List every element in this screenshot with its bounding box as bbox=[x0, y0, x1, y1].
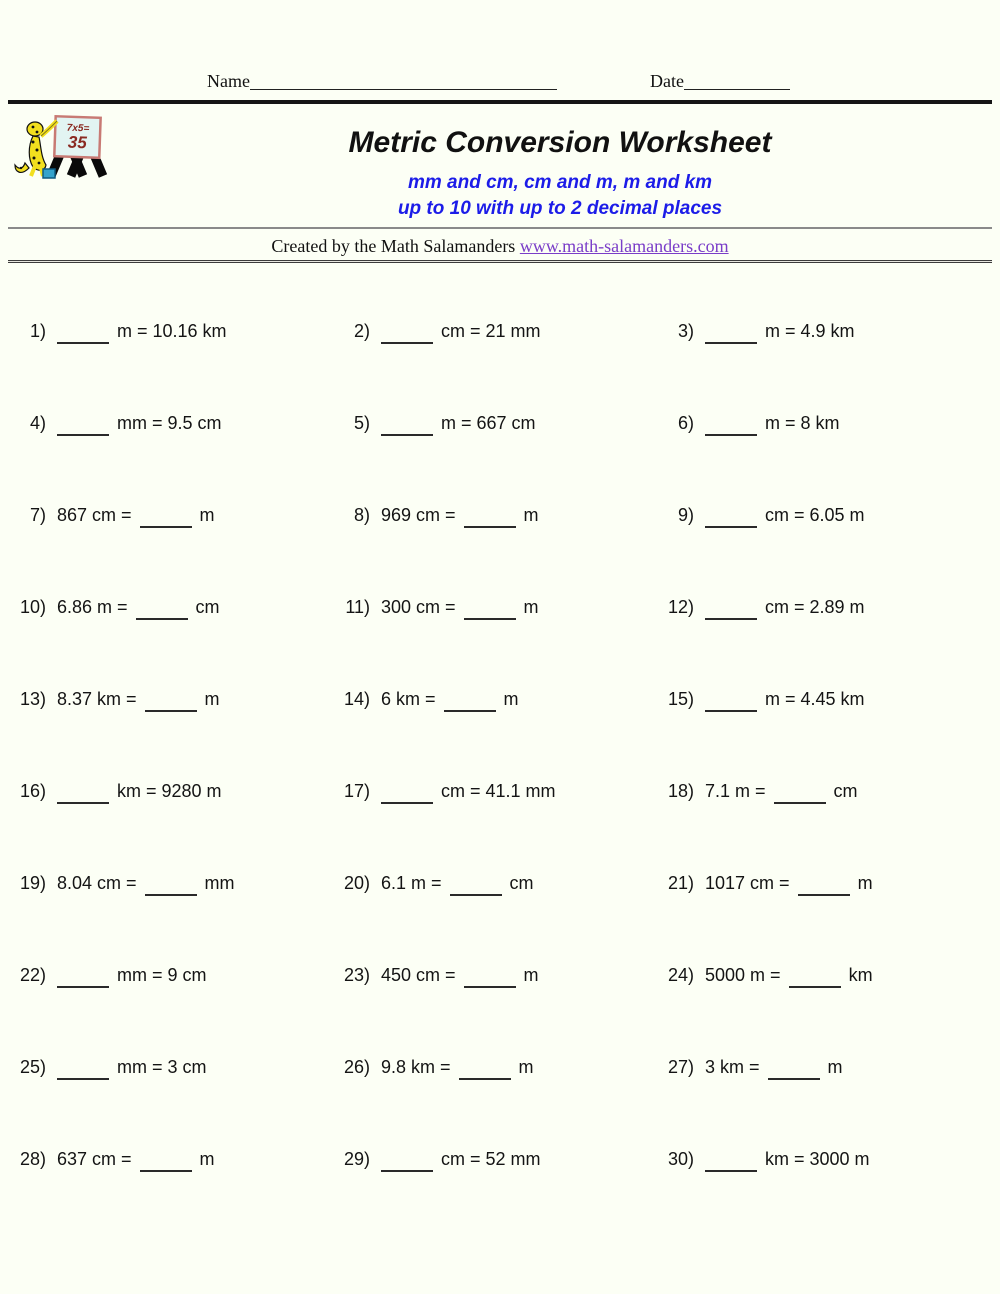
problem-post-text: cm bbox=[833, 780, 858, 801]
answer-blank bbox=[464, 508, 516, 528]
problem-post-text: cm = 41.1 mm bbox=[441, 780, 556, 801]
problem-item bbox=[336, 377, 660, 469]
problem-item bbox=[12, 285, 336, 377]
answer-blank bbox=[57, 416, 109, 436]
problem-number: 2) bbox=[353, 320, 370, 341]
problem-item bbox=[336, 929, 660, 1021]
problem-post-text: m bbox=[523, 504, 539, 525]
problem-number: 4) bbox=[29, 412, 46, 433]
easel-board bbox=[54, 116, 100, 158]
problem-number: 8) bbox=[353, 504, 370, 525]
problem-post-text: m bbox=[827, 1056, 843, 1077]
math-salamanders-logo bbox=[13, 114, 117, 180]
problem-item bbox=[336, 1113, 660, 1205]
problem-number: 27) bbox=[667, 1056, 694, 1077]
problem-number: 21) bbox=[667, 872, 694, 893]
problem-post-text: m bbox=[518, 1056, 534, 1077]
problem-item bbox=[336, 285, 660, 377]
problem-post-text: cm = 52 mm bbox=[441, 1148, 541, 1169]
problem-number: 30) bbox=[667, 1148, 694, 1169]
answer-blank bbox=[57, 784, 109, 804]
problem-post-text: cm = 6.05 m bbox=[765, 504, 865, 525]
problem-number: 6) bbox=[677, 412, 694, 433]
problem-post-text: m bbox=[523, 964, 539, 985]
problem-pre-text: 6.1 m = bbox=[381, 872, 442, 893]
problem-item bbox=[660, 837, 992, 929]
problem-post-text: km = 3000 m bbox=[765, 1148, 870, 1169]
problem-post-text: cm = 2.89 m bbox=[765, 596, 865, 617]
problem-post-text: mm bbox=[204, 872, 235, 893]
answer-blank bbox=[381, 1152, 433, 1172]
problem-number: 1) bbox=[29, 320, 46, 341]
answer-blank bbox=[705, 508, 757, 528]
problem-pre-text: 450 cm = bbox=[381, 964, 456, 985]
credit-rule bbox=[8, 260, 992, 263]
answer-blank bbox=[381, 324, 433, 344]
answer-blank bbox=[798, 876, 850, 896]
problem-number: 24) bbox=[667, 964, 694, 985]
problem-pre-text: 8.37 km = bbox=[57, 688, 137, 709]
problem-pre-text: 6 km = bbox=[381, 688, 436, 709]
answer-blank bbox=[459, 1060, 511, 1080]
problem-item bbox=[660, 929, 992, 1021]
problem-number: 28) bbox=[19, 1148, 46, 1169]
problem-number: 10) bbox=[19, 596, 46, 617]
problem-item bbox=[12, 837, 336, 929]
problem-pre-text: 867 cm = bbox=[57, 504, 132, 525]
problem-number: 29) bbox=[343, 1148, 370, 1169]
problem-pre-text: 6.86 m = bbox=[57, 596, 128, 617]
problem-post-text: m bbox=[503, 688, 519, 709]
problem-item bbox=[660, 1021, 992, 1113]
problem-post-text: mm = 9.5 cm bbox=[117, 412, 222, 433]
problem-post-text: m = 4.45 km bbox=[765, 688, 865, 709]
problem-post-text: m bbox=[199, 1148, 215, 1169]
problem-number: 3) bbox=[677, 320, 694, 341]
problem-number: 13) bbox=[19, 688, 46, 709]
board-text-top: 7x5= bbox=[66, 122, 90, 135]
date-label: Date bbox=[650, 71, 684, 91]
problem-post-text: mm = 3 cm bbox=[117, 1056, 207, 1077]
problem-number: 22) bbox=[19, 964, 46, 985]
problem-item bbox=[336, 1021, 660, 1113]
problem-item bbox=[12, 1021, 336, 1113]
problem-pre-text: 9.8 km = bbox=[381, 1056, 451, 1077]
answer-blank bbox=[145, 692, 197, 712]
problem-item bbox=[336, 837, 660, 929]
answer-blank bbox=[444, 692, 496, 712]
problem-post-text: mm = 9 cm bbox=[117, 964, 207, 985]
salamander-icon bbox=[15, 121, 57, 178]
name-write-line bbox=[250, 71, 557, 90]
subtitle-line-2: up to 10 with up to 2 decimal places bbox=[397, 197, 723, 219]
problem-pre-text: 7.1 m = bbox=[705, 780, 766, 801]
answer-blank bbox=[774, 784, 826, 804]
problem-pre-text: 300 cm = bbox=[381, 596, 456, 617]
problem-post-text: m bbox=[523, 596, 539, 617]
problem-number: 19) bbox=[19, 872, 46, 893]
problem-post-text: km bbox=[848, 964, 873, 985]
problem-item bbox=[336, 469, 660, 561]
problem-item bbox=[660, 1113, 992, 1205]
page-title: Metric Conversion Worksheet bbox=[348, 126, 772, 159]
answer-blank bbox=[789, 968, 841, 988]
credit-text: Created by the Math Salamanders bbox=[271, 236, 520, 256]
problem-pre-text: 1017 cm = bbox=[705, 872, 790, 893]
answer-blank bbox=[136, 600, 188, 620]
problem-number: 17) bbox=[343, 780, 370, 801]
problem-item bbox=[660, 653, 992, 745]
problem-item bbox=[12, 653, 336, 745]
problem-item bbox=[660, 469, 992, 561]
problem-post-text: km = 9280 m bbox=[117, 780, 222, 801]
problem-number: 15) bbox=[667, 688, 694, 709]
problem-pre-text: 3 km = bbox=[705, 1056, 760, 1077]
problem-item bbox=[660, 377, 992, 469]
problem-post-text: cm bbox=[509, 872, 534, 893]
answer-blank bbox=[705, 416, 757, 436]
answer-blank bbox=[381, 416, 433, 436]
problem-number: 26) bbox=[343, 1056, 370, 1077]
problem-item bbox=[336, 653, 660, 745]
problem-post-text: m = 4.9 km bbox=[765, 320, 855, 341]
answer-blank bbox=[140, 508, 192, 528]
problem-item bbox=[12, 1113, 336, 1205]
problem-item bbox=[660, 285, 992, 377]
problem-post-text: m = 8 km bbox=[765, 412, 840, 433]
answer-blank bbox=[450, 876, 502, 896]
problem-post-text: m = 10.16 km bbox=[117, 320, 227, 341]
logo-bucket bbox=[43, 169, 55, 178]
problem-item bbox=[660, 745, 992, 837]
problem-item bbox=[12, 377, 336, 469]
problems-grid bbox=[12, 285, 992, 1205]
date-field bbox=[650, 68, 790, 92]
problem-number: 14) bbox=[343, 688, 370, 709]
problem-pre-text: 8.04 cm = bbox=[57, 872, 137, 893]
answer-blank bbox=[768, 1060, 820, 1080]
problem-pre-text: 969 cm = bbox=[381, 504, 456, 525]
problem-number: 23) bbox=[343, 964, 370, 985]
problem-number: 5) bbox=[353, 412, 370, 433]
problem-item bbox=[12, 469, 336, 561]
problem-post-text: cm bbox=[195, 596, 220, 617]
answer-blank bbox=[705, 324, 757, 344]
problem-post-text: m = 667 cm bbox=[441, 412, 536, 433]
name-date-row bbox=[0, 68, 1000, 94]
problem-item bbox=[336, 745, 660, 837]
subtitle-line-1: mm and cm, cm and m, m and km bbox=[407, 171, 713, 193]
answer-blank bbox=[57, 1060, 109, 1080]
problem-item bbox=[660, 561, 992, 653]
answer-blank bbox=[705, 600, 757, 620]
problem-post-text: m bbox=[204, 688, 220, 709]
problem-number: 25) bbox=[19, 1056, 46, 1077]
answer-blank bbox=[464, 600, 516, 620]
problem-number: 16) bbox=[19, 780, 46, 801]
problem-number: 9) bbox=[677, 504, 694, 525]
masthead bbox=[120, 126, 1000, 222]
top-rule bbox=[8, 100, 992, 104]
name-label: Name bbox=[207, 71, 250, 91]
problem-item bbox=[12, 745, 336, 837]
masthead-rule bbox=[8, 227, 992, 229]
answer-blank bbox=[705, 1152, 757, 1172]
credit-line bbox=[0, 236, 1000, 257]
board-text-bottom: 35 bbox=[67, 132, 88, 153]
problem-post-text: m bbox=[857, 872, 873, 893]
problem-item bbox=[12, 929, 336, 1021]
date-write-line bbox=[684, 71, 790, 90]
answer-blank bbox=[140, 1152, 192, 1172]
problem-number: 18) bbox=[667, 780, 694, 801]
problem-item bbox=[12, 561, 336, 653]
problem-post-text: cm = 21 mm bbox=[441, 320, 541, 341]
answer-blank bbox=[381, 784, 433, 804]
problem-number: 7) bbox=[29, 504, 46, 525]
answer-blank bbox=[57, 968, 109, 988]
answer-blank bbox=[705, 692, 757, 712]
problem-post-text: m bbox=[199, 504, 215, 525]
answer-blank bbox=[145, 876, 197, 896]
problem-item bbox=[336, 561, 660, 653]
problem-number: 11) bbox=[345, 596, 370, 617]
answer-blank bbox=[57, 324, 109, 344]
problem-number: 20) bbox=[343, 872, 370, 893]
subtitle bbox=[120, 170, 1000, 222]
problem-number: 12) bbox=[667, 596, 694, 617]
problem-pre-text: 637 cm = bbox=[57, 1148, 132, 1169]
answer-blank bbox=[464, 968, 516, 988]
name-field bbox=[207, 68, 557, 92]
problem-pre-text: 5000 m = bbox=[705, 964, 781, 985]
credit-link[interactable]: www.math-salamanders.com bbox=[519, 236, 729, 256]
